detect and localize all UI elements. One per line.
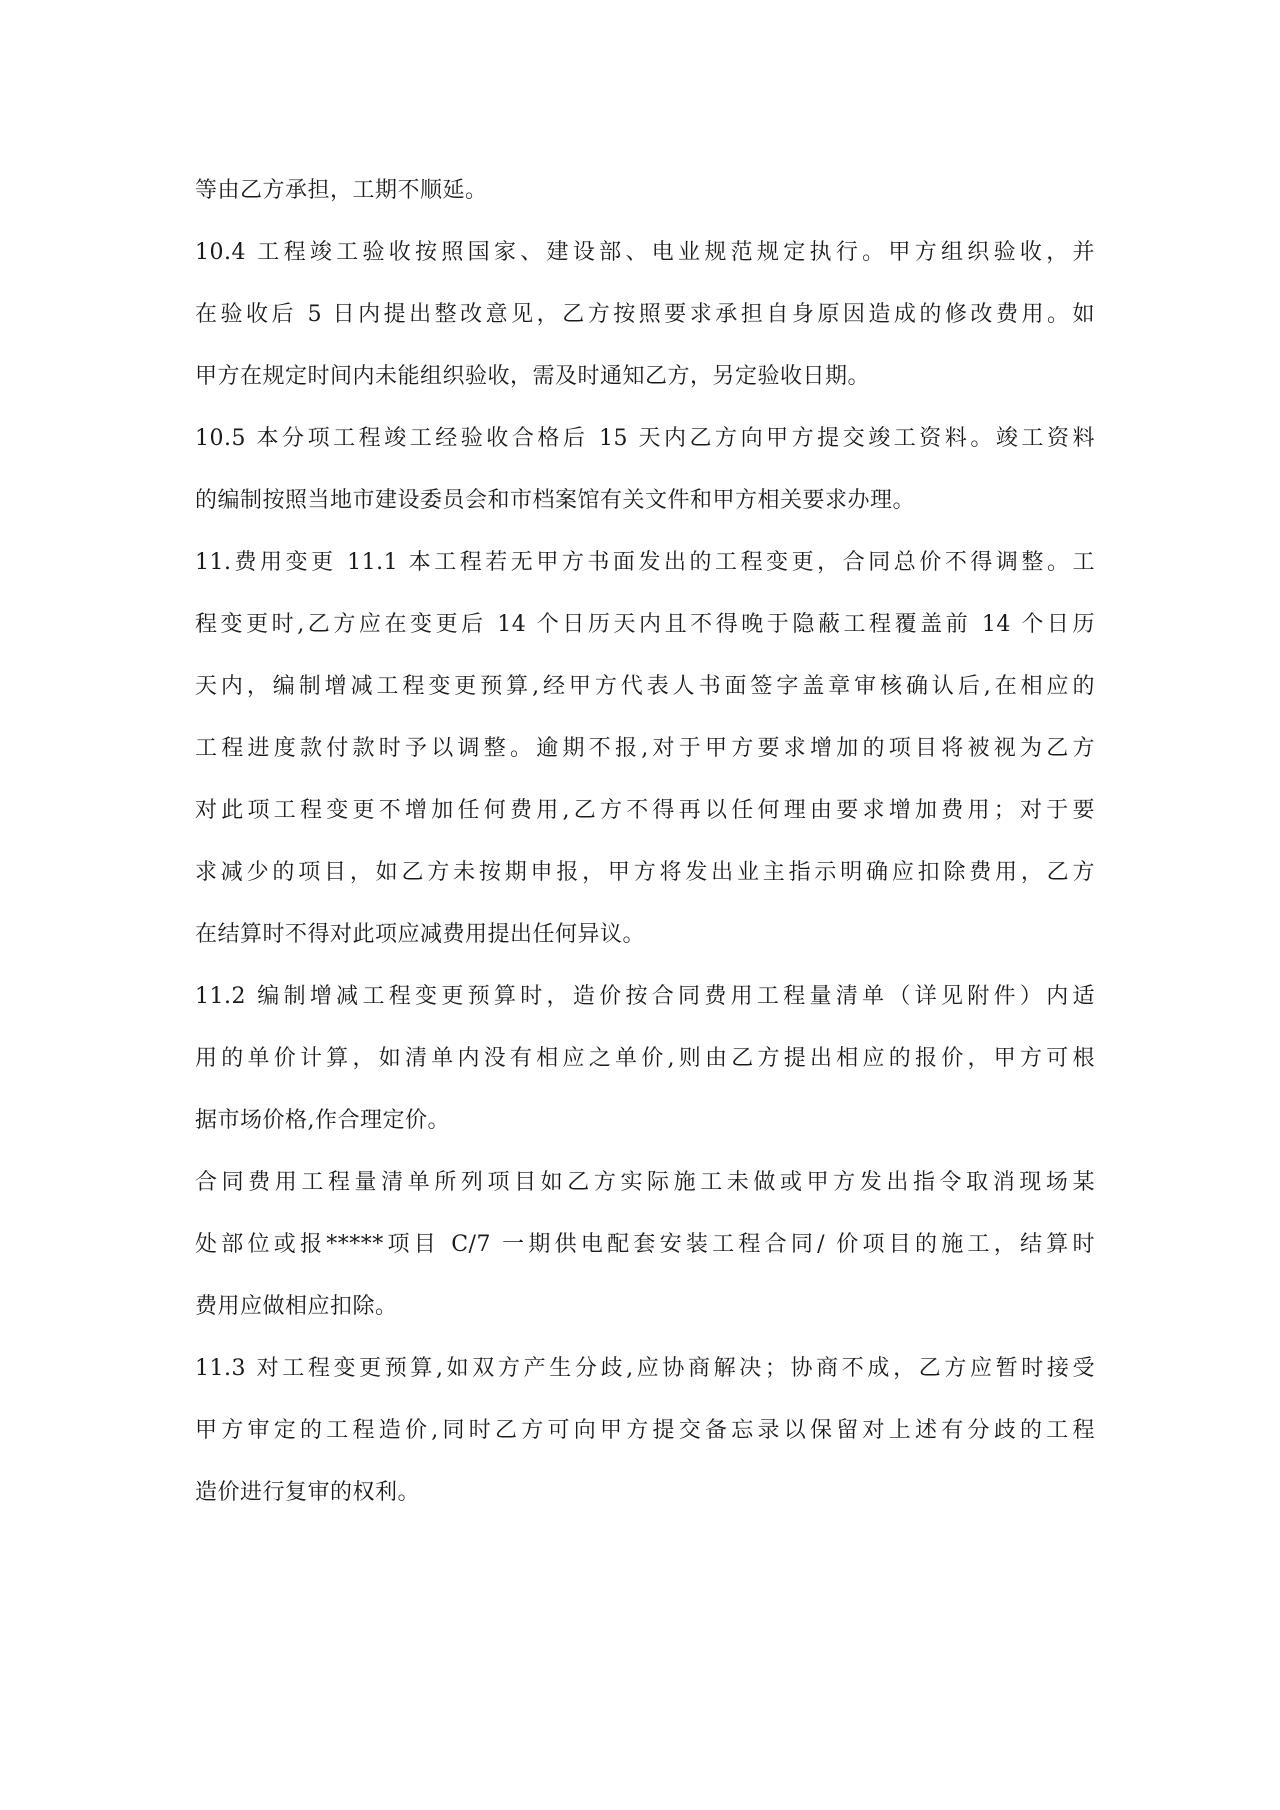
text-line: 甲方审定的工程造价,同时乙方可向甲方提交备忘录以保留对上述有分歧的工程 [195,1418,1095,1443]
paragraph-11-3 [195,1338,1095,1524]
text-line: 合同费用工程量清单所列项目如乙方实际施工未做或甲方发出指令取消现场某 [195,1170,1095,1195]
text-line: 10.4 工程竣工验收按照国家、建设部、电业规范规定执行。甲方组织验收，并 [195,240,1095,265]
text-line: 10.5 本分项工程竣工经验收合格后 15 天内乙方向甲方提交竣工资料。竣工资料 [195,426,1095,451]
text-line: 11.费用变更 11.1 本工程若无甲方书面发出的工程变更，合同总价不得调整。工 [195,550,1095,575]
text-line: 甲方在规定时间内未能组织验收，需及时通知乙方，另定验收日期。 [195,364,871,389]
text-line: 处部位或报*****项目 C/7 一期供电配套安装工程合同/ 价项目的施工，结算时 [195,1232,1095,1257]
paragraph-continuation [195,160,1095,222]
document-body [195,160,1095,1524]
paragraph-11-1 [195,532,1095,966]
text-line: 天内，编制增减工程变更预算,经甲方代表人书面签字盖章审核确认后,在相应的 [195,674,1095,699]
paragraph-10-5 [195,408,1095,532]
text-line: 工程进度款付款时予以调整。逾期不报,对于甲方要求增加的项目将被视为乙方 [195,736,1095,761]
text-line: 11.2 编制增减工程变更预算时，造价按合同费用工程量清单（详见附件）内适 [195,984,1095,1009]
text-line: 在验收后 5 日内提出整改意见，乙方按照要求承担自身原因造成的修改费用。如 [195,302,1095,327]
text-line: 等由乙方承担，工期不顺延。 [195,178,488,203]
text-line: 求减少的项目，如乙方未按期申报，甲方将发出业主指示明确应扣除费用，乙方 [195,860,1095,885]
paragraph-contract-list [195,1152,1095,1338]
text-line: 造价进行复审的权利。 [195,1480,421,1505]
text-line: 对此项工程变更不增加任何费用,乙方不得再以任何理由要求增加费用；对于要 [195,798,1095,823]
text-line: 的编制按照当地市建设委员会和市档案馆有关文件和甲方相关要求办理。 [195,488,916,513]
text-line: 11.3 对工程变更预算,如双方产生分歧,应协商解决；协商不成，乙方应暂时接受 [195,1356,1095,1381]
text-line: 在结算时不得对此项应减费用提出任何异议。 [195,922,646,947]
text-line: 费用应做相应扣除。 [195,1294,398,1319]
text-line: 据市场价格,作合理定价。 [195,1108,450,1133]
text-line: 用的单价计算，如清单内没有相应之单价,则由乙方提出相应的报价，甲方可根 [195,1046,1095,1071]
text-line: 程变更时,乙方应在变更后 14 个日历天内且不得晚于隐蔽工程覆盖前 14 个日历 [195,612,1095,637]
paragraph-11-2 [195,966,1095,1152]
paragraph-10-4 [195,222,1095,408]
